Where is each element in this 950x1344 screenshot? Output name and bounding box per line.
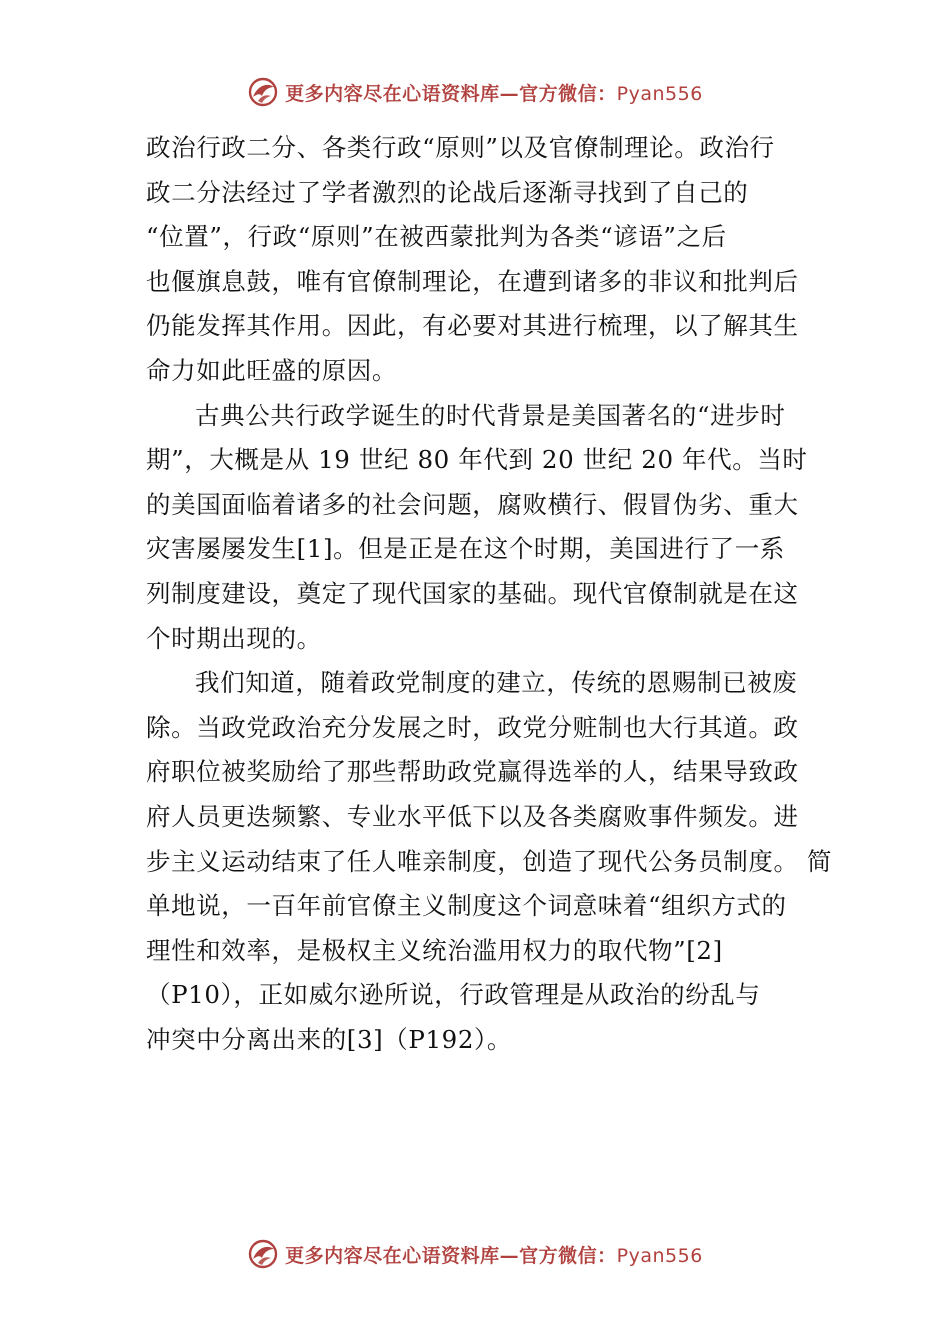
body-line: 我们知道，随着政党制度的建立，传统的恩赐制已被废 xyxy=(195,668,798,698)
footer-banner-wechat-id: Pyan556 xyxy=(616,1244,703,1267)
header-banner xyxy=(0,74,950,110)
body-line: 列制度建设，奠定了现代国家的基础。现代官僚制就是在这 xyxy=(146,578,799,608)
body-line: 个时期出现的。 xyxy=(146,623,322,653)
body-line: 也偃旗息鼓，唯有官僚制理论，在遭到诸多的非议和批判后 xyxy=(146,266,799,296)
body-line: 步主义运动结束了任人唯亲制度，创造了现代公务员制度。 简 xyxy=(146,846,833,876)
body-line: 冲突中分离出来的[3]（P192）。 xyxy=(146,1024,513,1054)
body-line: 除。当政党政治充分发展之时，政党分赃制也大行其道。政 xyxy=(146,712,799,742)
body-line: 政治行政二分、各类行政“原则”以及官僚制理论。政治行 xyxy=(146,133,775,162)
footer-banner-text xyxy=(285,1241,703,1268)
body-line: 期”，大概是从 19 世纪 80 年代到 20 世纪 20 年代。当时 xyxy=(146,445,808,475)
body-line: 的美国面临着诸多的社会问题，腐败横行、假冒伪劣、重大 xyxy=(146,489,799,519)
footer-banner xyxy=(0,1236,950,1272)
body-line: 单地说，一百年前官僚主义制度这个词意味着“组织方式的 xyxy=(146,891,787,921)
header-banner-cn: 更多内容尽在心语资料库—官方微信： xyxy=(285,82,617,105)
fox-swirl-logo-icon xyxy=(247,76,279,108)
body-line: 命力如此旺盛的原因。 xyxy=(146,355,397,385)
footer-banner-cn: 更多内容尽在心语资料库—官方微信： xyxy=(285,1244,617,1267)
document-body xyxy=(146,126,833,1062)
body-line: 仍能发挥其作用。因此，有必要对其进行梳理，以了解其生 xyxy=(146,311,799,341)
body-line: 灾害屡屡发生[1]。但是正是在这个时期，美国进行了一系 xyxy=(146,534,785,564)
fox-swirl-logo-icon xyxy=(247,1238,279,1270)
header-banner-wechat-id: Pyan556 xyxy=(616,82,703,105)
body-line: 府人员更迭频繁、专业水平低下以及各类腐败事件频发。进 xyxy=(146,801,799,831)
body-line: 府职位被奖励给了那些帮助政党赢得选举的人，结果导致政 xyxy=(146,757,799,787)
header-banner-text xyxy=(285,79,703,106)
body-line: （P10），正如威尔逊所说，行政管理是从政治的纷乱与 xyxy=(146,980,761,1010)
body-line: 理性和效率，是极权主义统治滥用权力的取代物”[2] xyxy=(146,935,723,965)
body-line: “位置”，行政“原则”在被西蒙批判为各类“谚语”之后 xyxy=(146,222,727,252)
body-line: 古典公共行政学诞生的时代背景是美国著名的“进步时 xyxy=(195,400,786,430)
body-line: 政二分法经过了学者激烈的论战后逐渐寻找到了自己的 xyxy=(146,177,749,207)
